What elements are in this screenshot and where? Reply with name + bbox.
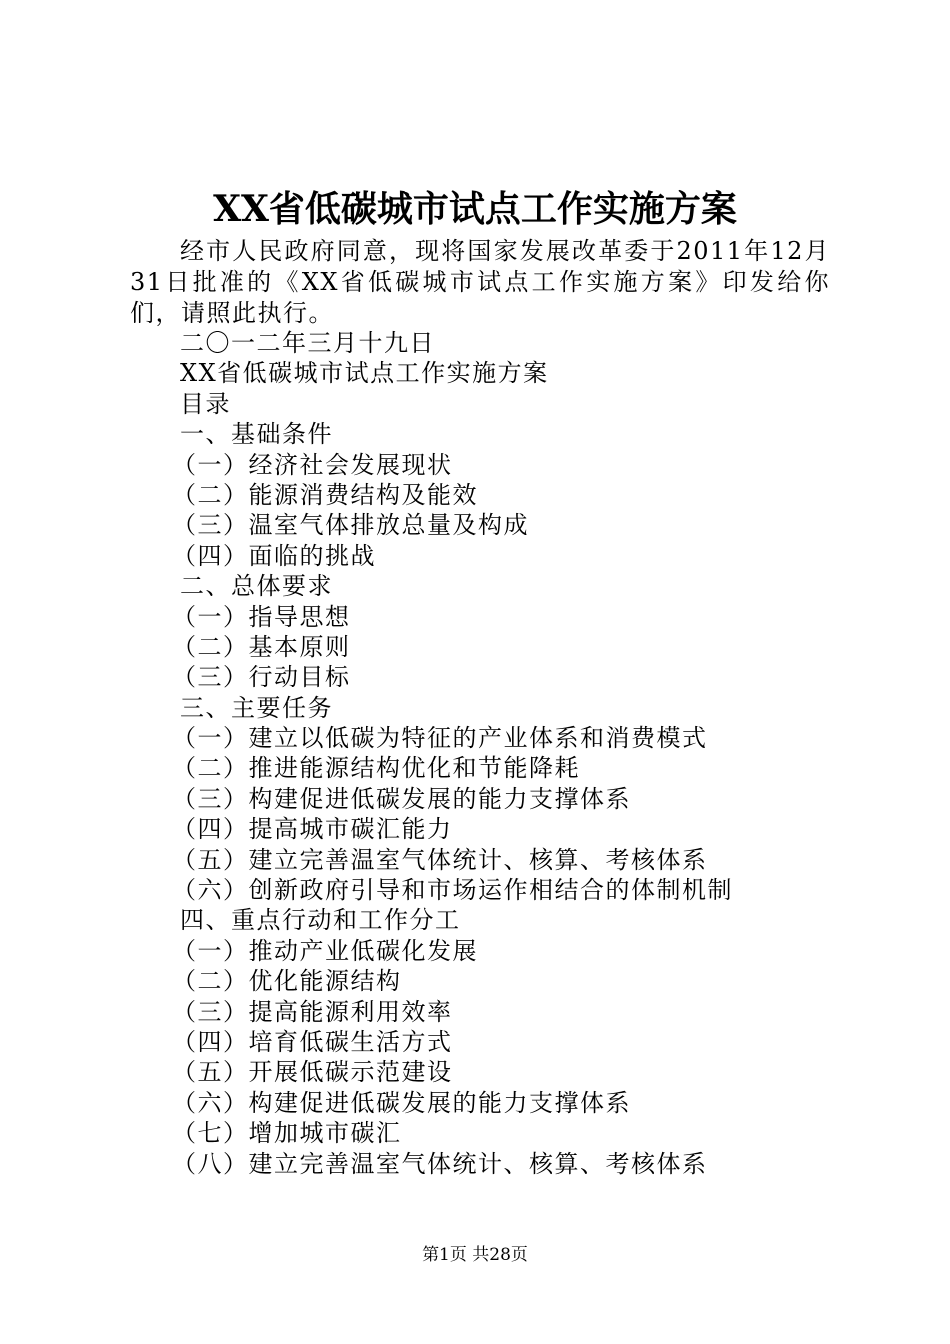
toc-item: （一）指导思想 xyxy=(172,602,351,631)
toc-item: 二、总体要求 xyxy=(180,572,333,601)
toc-item: （三）提高能源利用效率 xyxy=(172,997,453,1026)
toc-item: （四）培育低碳生活方式 xyxy=(172,1027,453,1056)
toc-item: （一）经济社会发展现状 xyxy=(172,450,453,479)
toc-item: （七）增加城市碳汇 xyxy=(172,1119,402,1148)
toc-item: （四）面临的挑战 xyxy=(172,541,376,570)
intro-paragraph: 经市人民政府同意，现将国家发展改革委于2011年12月31日批准的《XX省低碳城市试点工作实施方案》印发给你们，请照此执行。 xyxy=(130,237,830,327)
toc-item: （五）开展低碳示范建设 xyxy=(172,1058,453,1087)
date-line: 二〇一二年三月十九日 xyxy=(180,329,435,357)
toc-item: （六）创新政府引导和市场运作相结合的体制机制 xyxy=(172,876,733,905)
document-title: XX省低碳城市试点工作实施方案 xyxy=(213,188,737,230)
toc-item: （二）优化能源结构 xyxy=(172,967,402,996)
toc-item: （六）构建促进低碳发展的能力支撑体系 xyxy=(172,1088,631,1117)
toc-item: （八）建立完善温室气体统计、核算、考核体系 xyxy=(172,1149,708,1178)
toc-item: 四、重点行动和工作分工 xyxy=(180,906,461,935)
toc-item: （五）建立完善温室气体统计、核算、考核体系 xyxy=(172,845,708,874)
toc-item: （三）行动目标 xyxy=(172,663,351,692)
toc-item: （三）构建促进低碳发展的能力支撑体系 xyxy=(172,784,631,813)
toc-item: 三、主要任务 xyxy=(180,693,333,722)
toc-item: （三）温室气体排放总量及构成 xyxy=(172,511,529,540)
toc-heading: 目录 xyxy=(180,389,231,418)
page-number-footer: 第1页 共28页 xyxy=(422,1245,528,1265)
plan-title-line: XX省低碳城市试点工作实施方案 xyxy=(180,359,549,388)
toc-item: （二）推进能源结构优化和节能降耗 xyxy=(172,754,580,783)
toc-item: （一）建立以低碳为特征的产业体系和消费模式 xyxy=(172,724,708,753)
toc-item: 一、基础条件 xyxy=(180,420,333,449)
table-of-contents xyxy=(172,328,860,1179)
toc-item: （二）能源消费结构及能效 xyxy=(172,480,478,509)
toc-item: （二）基本原则 xyxy=(172,632,351,661)
toc-item: （一）推动产业低碳化发展 xyxy=(172,936,478,965)
toc-item: （四）提高城市碳汇能力 xyxy=(172,815,453,844)
